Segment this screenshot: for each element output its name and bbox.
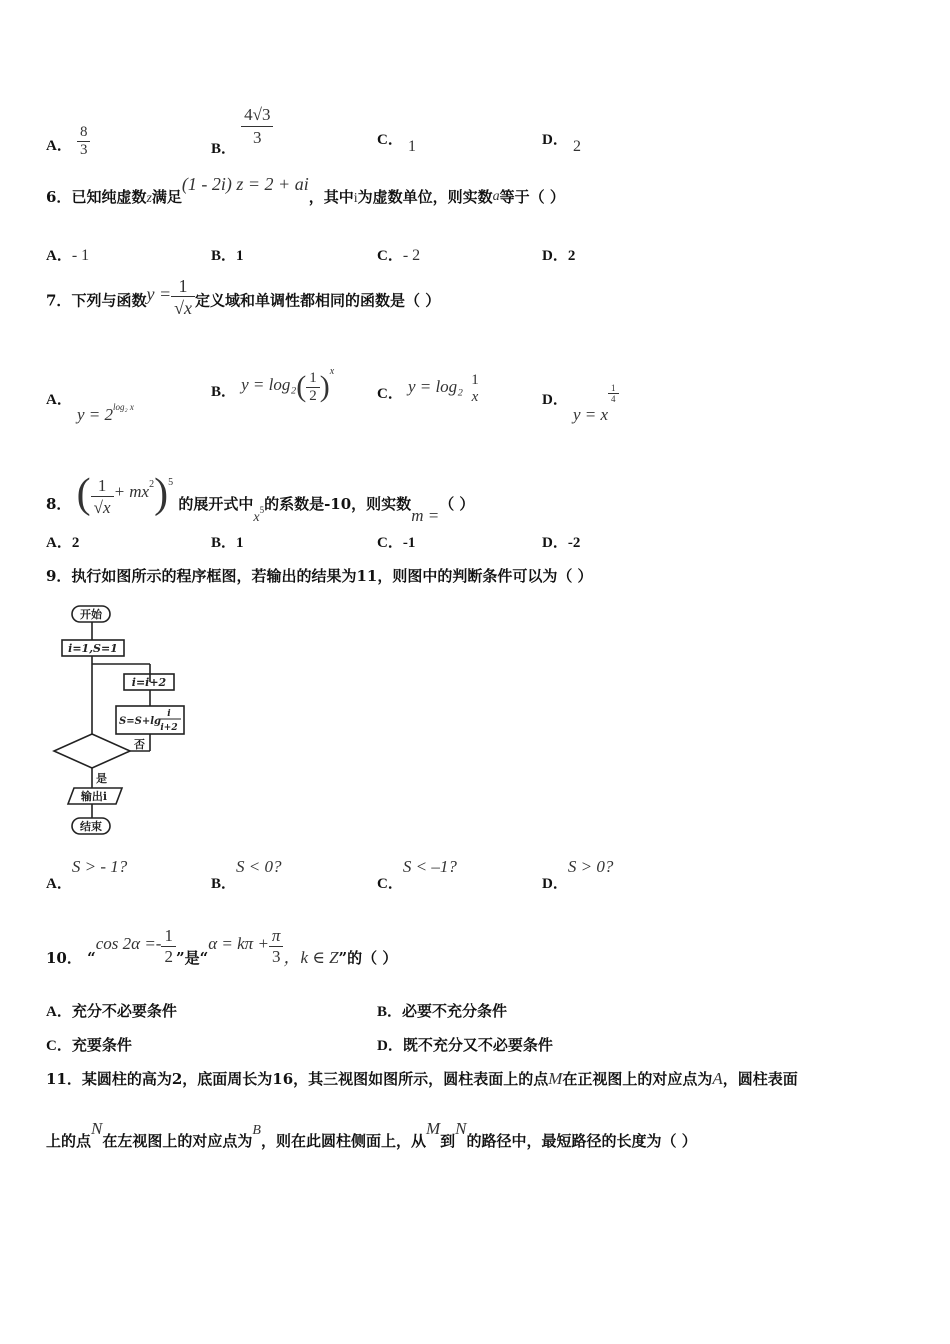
q10-option-d: D．既不充分又不必要条件 xyxy=(377,1036,553,1054)
flowchart xyxy=(50,600,210,840)
q7-option-a: A． $y = 2_{log_2 x}$ xyxy=(46,392,134,424)
q10-option-c: C．充要条件 xyxy=(46,1036,132,1054)
q6-stem: 6．已知纯虚数z满足(1 - 2i) z = 2 + ai，其中i为虚数单位，则实数a等于（ ） xyxy=(46,174,565,206)
option-label: C． xyxy=(377,132,403,148)
q9-option-c: C．S < –1? xyxy=(377,857,457,892)
option-label: D． xyxy=(542,132,568,148)
q5-option-c xyxy=(377,128,416,155)
q6-option-c: C．- 2 xyxy=(377,247,421,264)
q7-option-c: C． y = log₂ 1 x xyxy=(377,372,479,405)
question-number: 10． xyxy=(46,948,82,967)
flow-update-num: i xyxy=(167,709,171,719)
flow-init-label: i=1,S=1 xyxy=(68,642,118,655)
q6-option-b: B．1 xyxy=(211,248,244,264)
q10-option-a: A．充分不必要条件 xyxy=(46,1002,177,1020)
equation: (1 - 2i) z = 2 + ai xyxy=(181,174,309,194)
q5-option-d xyxy=(542,128,581,155)
q6-option-a: A．- 1 xyxy=(46,247,90,264)
q11-stem-line1: 11．某圆柱的高为2，底面周长为16，其三视图如图所示，圆柱表面上的点M在正视图上的对应点为A，圆柱表面 xyxy=(46,1069,798,1088)
flow-start-label: 开始 xyxy=(80,608,102,621)
option-label: A． xyxy=(46,138,72,154)
q7-stem: 7．下列与函数y = $\frac{1}{√x}$ 定义域和单调性都相同的函数是（ ） xyxy=(46,276,441,318)
q5-option-b xyxy=(211,104,273,157)
q9-option-a: A．S > - 1? xyxy=(46,857,128,892)
question-number: 6． xyxy=(46,188,72,206)
flow-yes-label: 是 xyxy=(96,772,107,785)
question-number: 8． xyxy=(46,495,72,513)
q8-option-d: D．-2 xyxy=(542,535,581,551)
fraction: $\frac{4√3}{3}$ xyxy=(241,104,273,149)
fraction: $\frac{8}{3}$ xyxy=(77,124,91,159)
option-value: 2 xyxy=(572,138,581,155)
option-value: 1 xyxy=(407,138,416,155)
question-number: 7． xyxy=(46,291,72,310)
flow-increment-label: i=i+2 xyxy=(131,676,167,689)
flow-update-den: i+2 xyxy=(160,723,178,733)
flow-end-label: 结束 xyxy=(80,820,102,833)
q7-option-b: B． y = log₂( $\frac{1}{2}$ )$^x$ xyxy=(211,366,335,404)
flow-update-label: S=S+lg xyxy=(119,716,161,727)
fraction: $\frac{1}{√x}$ xyxy=(171,276,195,319)
flow-output-label: 输出i xyxy=(80,790,108,803)
q8-stem: 8． ( $\frac{1}{√x}$ + mx2)5 的展开式中$x_5$的系数是-10，则实数m =（ ） xyxy=(46,471,475,525)
q8-option-c: C．-1 xyxy=(377,535,416,551)
q6-option-d: D．2 xyxy=(542,248,576,264)
q11-stem-line2: 上的点N在左视图上的对应点为B，则在此圆柱侧面上，从M到N的路径中，最短路径的长度为（ ） xyxy=(46,1119,697,1150)
q9-stem: 9．执行如图所示的程序框图，若输出的结果为11，则图中的判断条件可以为（ ） xyxy=(46,567,593,585)
flow-no-label: 否 xyxy=(134,738,145,751)
q10-stem: 10． “cos 2α =- $\frac{1}{2}$ ”是“α = kπ + $\frac{\pi}{3}$ ，k ∈ Z”的（ ） xyxy=(46,926,398,967)
option-label: B． xyxy=(211,141,237,157)
q8-option-a: A．2 xyxy=(46,535,80,551)
flow-decision-shape xyxy=(54,734,130,768)
q8-option-b: B．1 xyxy=(211,535,244,551)
q9-option-d: D．S > 0? xyxy=(542,857,614,892)
q9-option-b: B．S < 0? xyxy=(211,857,282,892)
q10-option-b: B．必要不充分条件 xyxy=(377,1002,508,1020)
q5-option-a xyxy=(46,124,90,163)
q7-option-d: D． y = x $\frac{1}{4}$ xyxy=(542,380,619,402)
